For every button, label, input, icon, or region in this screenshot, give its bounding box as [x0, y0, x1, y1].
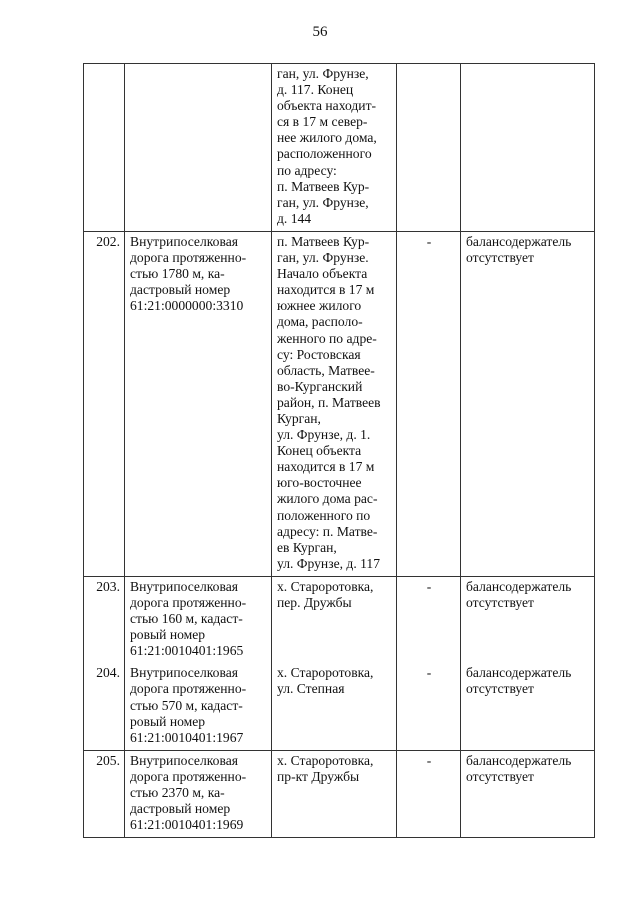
object-name-cell: [125, 64, 272, 232]
location-cell: ган, ул. Фрунзе, д. 117. Конец объекта находит- ся в 17 м север- нее жилого дома, расположенного по адресу: п. Матвеев Кур- ган, ул. Фрунзе, д. 144: [272, 64, 397, 232]
holder-cell: балансодержатель отсутствует: [461, 231, 595, 576]
term-cell: -: [397, 231, 461, 576]
location-cell: х. Староротовка, ул. Степная: [272, 663, 397, 750]
table-row: [84, 750, 595, 837]
holder-cell: балансодержатель отсутствует: [461, 576, 595, 663]
object-name-cell: Внутрипоселковая дорога протяженно- стью 1780 м, ка- дастровый номер 61:21:0000000:3310: [125, 231, 272, 576]
table-row: [84, 576, 595, 663]
location-cell: х. Староротовка, пер. Дружбы: [272, 576, 397, 663]
location-cell: х. Староротовка, пр-кт Дружбы: [272, 750, 397, 837]
term-cell: -: [397, 750, 461, 837]
term-cell: [397, 64, 461, 232]
row-number-cell: 205.: [84, 750, 125, 837]
object-name-cell: Внутрипоселковая дорога протяженно- стью 160 м, кадаст- ровый номер 61:21:0010401:1965: [125, 576, 272, 663]
term-cell: -: [397, 576, 461, 663]
page-number: 56: [312, 24, 328, 40]
road-registry-table: [83, 63, 595, 838]
holder-cell: балансодержатель отсутствует: [461, 663, 595, 750]
term-cell: -: [397, 663, 461, 750]
row-number-cell: 203.: [84, 576, 125, 663]
row-number-cell: 202.: [84, 231, 125, 576]
row-number-cell: 204.: [84, 663, 125, 750]
holder-cell: [461, 64, 595, 232]
table-row: [84, 231, 595, 576]
location-cell: п. Матвеев Кур- ган, ул. Фрунзе. Начало объекта находится в 17 м южнее жилого дома, располо- женного по адре- су: Ростовская область, Матвее- во-Курганский район, п. Матвеев Курган, ул. Фрунзе, д. 1. Конец объекта находится в 17 м юго-восточнее жилого дома рас- положенного по адресу: п. Матве- ев Курган, ул. Фрунзе, д. 117: [272, 231, 397, 576]
row-number-cell: [84, 64, 125, 232]
holder-cell: балансодержатель отсутствует: [461, 750, 595, 837]
table-row: [84, 663, 595, 750]
object-name-cell: Внутрипоселковая дорога протяженно- стью 570 м, кадаст- ровый номер 61:21:0010401:1967: [125, 663, 272, 750]
object-name-cell: Внутрипоселковая дорога протяженно- стью 2370 м, ка- дастровый номер 61:21:0010401:1969: [125, 750, 272, 837]
table-row: [84, 64, 595, 232]
